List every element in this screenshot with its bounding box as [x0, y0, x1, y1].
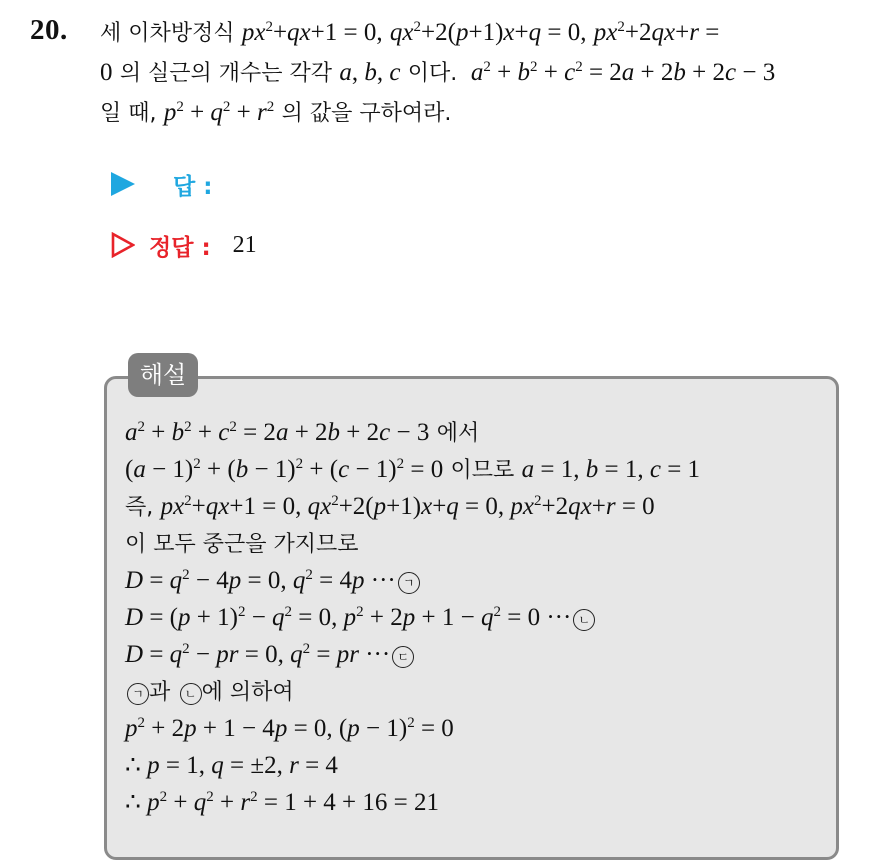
problem-number: 20. — [30, 14, 68, 46]
problem-line-2: 0 의 실근의 개수는 각각 a, b, c 이다. $a^2 + b^2 + c^2 = 2a + 2b + 2c - 3$ — [100, 59, 776, 86]
condition-equation: $a^2 + b^2 + c^2 = 2a + 2b + 2c - 3$ — [470, 59, 776, 86]
solution-line-6: $D = (p + 1)^2 - q^2 = 0$, $p^2 + 2p + 1 - q^2 = 0$ ··· ㄴ — [125, 603, 595, 633]
correct-answer-value: 21 — [232, 231, 257, 258]
equation-2: $qx^2+2(p+1)x+q = 0$, — [389, 19, 587, 46]
answer-row — [111, 166, 212, 202]
solution-line-3: 즉, $px^2+qx+1 = 0$, $qx^2+2(p+1)x+q = 0$, $px^2+2qx+r = 0$ — [125, 493, 655, 520]
circled-mark-3: ㄷ — [392, 646, 414, 668]
answer-label: 답 : — [173, 173, 213, 200]
solution-line-4: 이 모두 중근을 가지므로 — [125, 532, 359, 557]
solution-line-7: $D = q^2$ − pr = 0, $q^2$ = pr ··· ㄷ — [125, 640, 414, 670]
solution-line-5: $D = q^2 - 4p = 0$, $q^2 = 4p$ ··· ㄱ — [125, 566, 420, 596]
solution-line-10: ∴ p = 1, q = ±2, r = 4 — [125, 752, 338, 779]
circled-mark-1: ㄱ — [398, 572, 420, 594]
outline-triangle-icon — [111, 232, 135, 258]
play-triangle-icon — [111, 172, 135, 196]
correct-answer-row — [111, 227, 257, 263]
solution-line-2: $(a - 1)^2 + (b - 1)^2 + (c - 1)^2 = 0$ 이므로 a = 1, b = 1, c = 1 — [125, 456, 701, 483]
solution-tab: 해설 — [128, 353, 198, 397]
target-expression: $p^2 + q^2 + r^2$ — [163, 99, 275, 126]
problem-line-1: 세 이차방정식 $px^2+qx+1 = 0$, $qx^2+2(p+1)x+q = 0$, $px^2+2qx+r$ = — [100, 19, 720, 46]
solution-line-9: $p^2 + 2p + 1 - 4p = 0$, $(p - 1)^2 = 0$ — [125, 715, 454, 742]
equation-3: $px^2+2qx+r$ = — [593, 19, 720, 46]
problem-line-3: 일 때, $p^2 + q^2 + r^2$ 의 값을 구하여라. — [100, 99, 452, 126]
solution-line-11: ∴ $p^2 + q^2 + r^2 = 1 + 4 + 16 = 21$ — [125, 789, 440, 816]
circled-mark-2: ㄴ — [573, 609, 595, 631]
equation-1: $px^2+qx+1 = 0$, — [241, 19, 383, 46]
solution-line-8: ㄱ 과 ㄴ 에 의하여 — [125, 677, 294, 708]
correct-answer-label: 정답 : — [149, 234, 211, 261]
solution-line-1: $a^2 + b^2 + c^2 = 2a + 2b + 2c - 3$ 에서 — [125, 419, 480, 446]
